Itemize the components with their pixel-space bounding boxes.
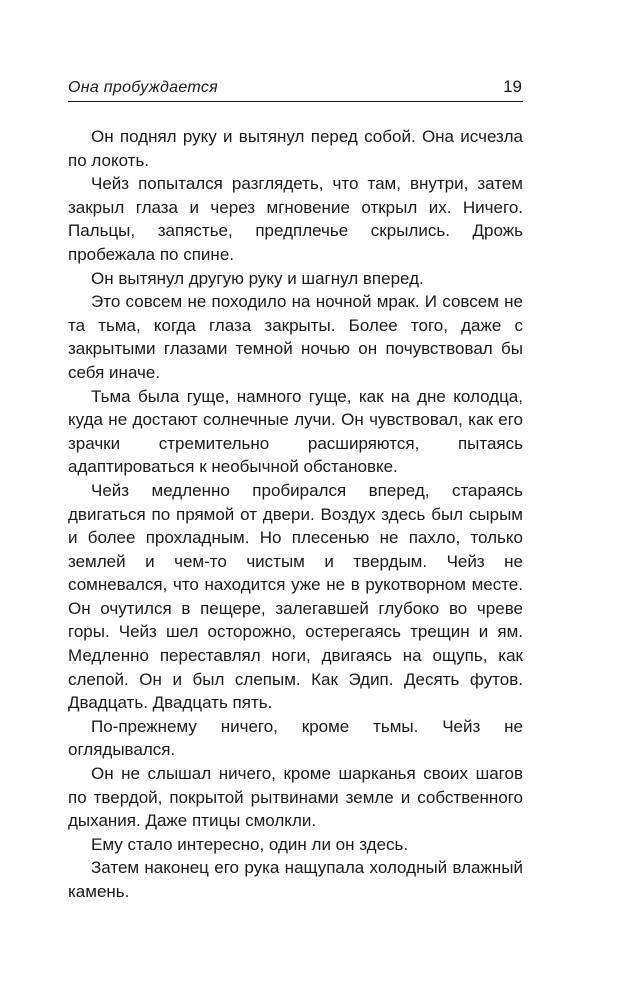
paragraph: Чейз попытался разглядеть, что там, внутри, затем закрыл глаза и через мгновение открыл их. Ничего. Пальцы, запястье, предплечье скрылись. Дрожь пробежала по спине.: [68, 174, 523, 264]
paragraph: Чейз медленно пробирался вперед, стараясь двигаться по прямой от двери. Воздух здесь был сырым и более прохладным. Но плесенью не пахло, только землей и чем-то чистым и твердым. Чейз не сомневался, что находится уже не в рукотворном месте. Он очутился в пещере, залегавшей глубоко во чреве горы. Чейз шел осторожно, остерегаясь трещин и ям. Медленно переставлял ноги, двигаясь на ощупь, как слепой. Он и был слепым. Как Эдип. Десять футов. Двадцать. Двадцать пять.: [68, 480, 523, 713]
paragraph: Ему стало интересно, один ли он здесь.: [91, 834, 409, 854]
paragraph: Затем наконец его рука нащупала холодный влажный камень.: [68, 858, 523, 901]
paragraph: Он вытянул другую руку и шагнул вперед.: [91, 268, 424, 288]
paragraph: Это совсем не походило на ночной мрак. И совсем не та тьма, когда глаза закрыты. Более того, даже с закрытыми глазами темной ночью он почувствовал бы себя иначе.: [68, 292, 523, 382]
body-text: [68, 125, 523, 904]
running-title: Она пробуждается: [68, 79, 218, 96]
running-head: [68, 76, 522, 100]
paragraph: Он поднял руку и вытянул перед собой. Она исчезла по локоть.: [68, 127, 523, 170]
paragraph: Тьма была гуще, намного гуще, как на дне колодца, куда не достают солнечные лучи. Он чувствовал, как его зрачки стремительно расширяются, пытаясь адаптироваться к необычной обстановке.: [68, 386, 523, 477]
page-number: 19: [503, 77, 522, 96]
paragraph: Он не слышал ничего, кроме шарканья своих шагов по твердой, покрытой рытвинами земле и собственного дыхания. Даже птицы смолкли.: [68, 764, 523, 831]
paragraph: По-прежнему ничего, кроме тьмы. Чейз не оглядывался.: [68, 716, 523, 760]
header-rule: [68, 101, 523, 102]
